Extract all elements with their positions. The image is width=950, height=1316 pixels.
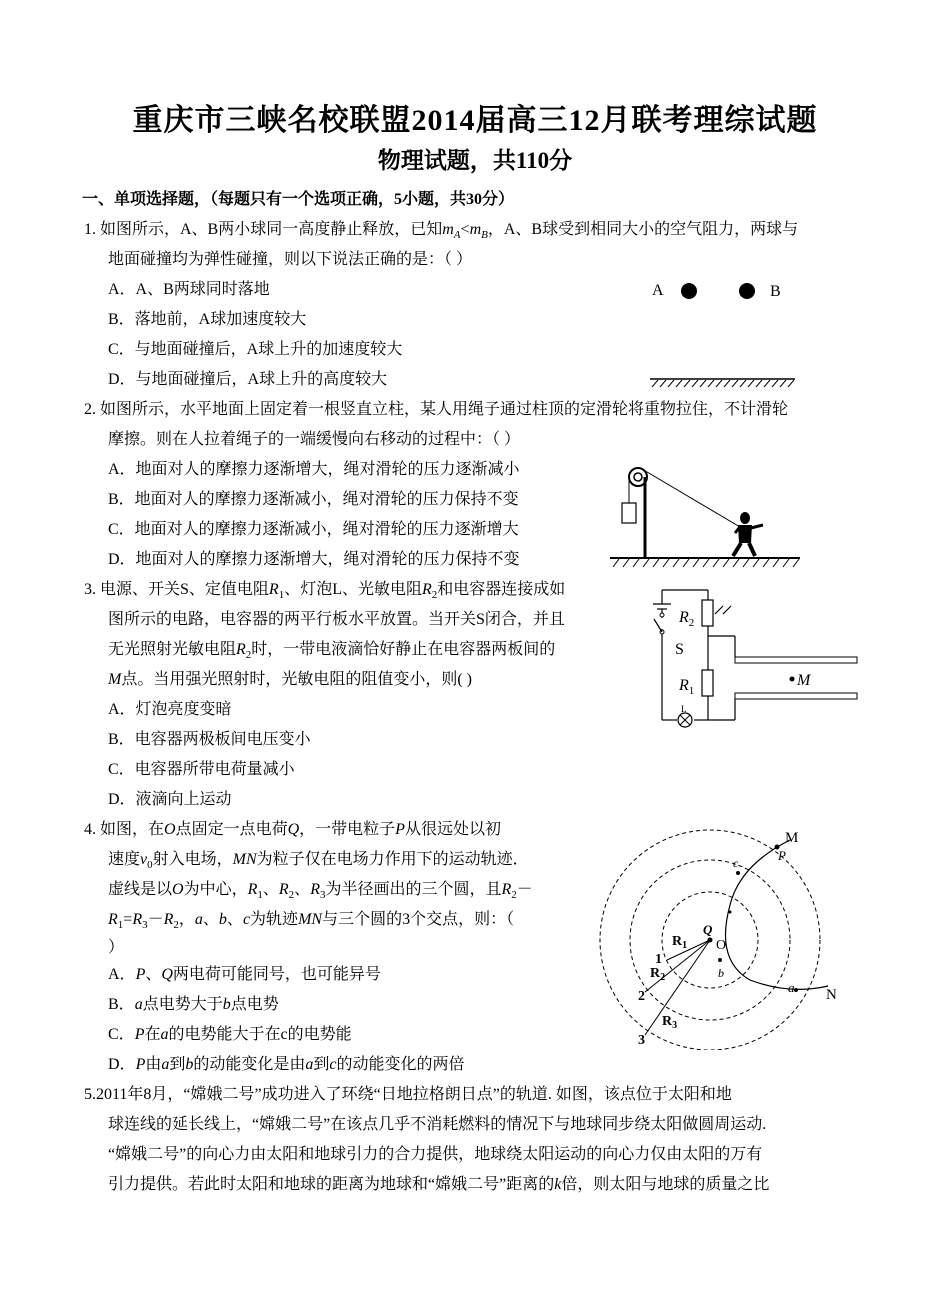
question-1-figure (640, 275, 810, 395)
question-4-line-4: $R_1=R_3-R_2$，a、b、c为轨迹MN与三个圆的3个交点，则：（ (108, 911, 515, 932)
capacitor-plates (735, 657, 857, 699)
question-4-option-b: B．a点电势大于b点电势 (108, 996, 279, 1013)
lamp-label: L (681, 704, 687, 714)
question-4-option-c: C．P在a的电势能大于在c的电势能 (108, 1026, 352, 1043)
question-3-option-a: A．灯泡亮度变暗 (108, 701, 232, 718)
ball-a (681, 283, 697, 299)
question-3-option-c: C．电容器所带电荷量减小 (108, 761, 295, 778)
question-2-option-a: A．地面对人的摩擦力逐渐增大，绳对滑轮的压力逐渐减小 (108, 461, 520, 478)
weight-block (622, 503, 636, 523)
pulley-hub (634, 473, 642, 481)
question-4-figure (590, 820, 850, 1050)
question-2-figure (605, 455, 825, 585)
question-1-line-1: 1. 如图所示，A、B两小球同一高度静止释放，已知$m_A<m_B$，A、B球受到相同大小的空气阻力，两球与 (84, 221, 799, 242)
ground-hatch (652, 380, 794, 387)
label-r2: $R_2$ (650, 966, 666, 983)
label-p: P (778, 848, 786, 863)
question-3-line-4: M点。当用强光照射时，光敏电阻的阻值变小，则( ) (108, 671, 472, 688)
question-5-line-2: 球连线的延长线上，“嫦娥二号”在该点几乎不消耗燃料的情况下与地球同步绕太阳做圆周运动. (108, 1116, 767, 1133)
question-5-line-1: 5.2011年8月，“嫦娥二号”成功进入了环绕“日地拉格朗日点”的轨道. 如图，该点位于太阳和地 (84, 1086, 732, 1103)
question-1-option-d: D．与地面碰撞后，A球上升的高度较大 (108, 371, 388, 388)
question-2-option-c: C．地面对人的摩擦力逐渐减小，绳对滑轮的压力逐渐增大 (108, 521, 519, 538)
question-1-option-b: B．落地前，A球加速度较大 (108, 311, 307, 328)
label-r3: $R_3$ (662, 1014, 678, 1031)
point-a (794, 988, 798, 992)
question-2-option-d: D．地面对人的摩擦力逐渐增大，绳对滑轮的压力保持不变 (108, 551, 520, 568)
question-2-option-b: B．地面对人的摩擦力逐渐减小，绳对滑轮的压力保持不变 (108, 491, 519, 508)
ground-hatch (613, 559, 799, 567)
question-2-line-1: 2. 如图所示，水平地面上固定着一根竖直立柱，某人用绳子通过柱顶的定滑轮将重物拉住，不计滑轮 (84, 401, 789, 418)
label-m: M (785, 830, 799, 846)
point-c (736, 871, 740, 875)
ball-b (739, 283, 755, 299)
label-n: N (826, 987, 837, 1003)
intersection-r1 (729, 911, 732, 914)
question-4-line-5: ） (108, 939, 125, 956)
question-4-option-a: A．P、Q两电荷可能同号，也可能异号 (108, 966, 381, 983)
person-figure (733, 512, 763, 556)
question-1-option-a: A．A、B两球同时落地 (108, 281, 270, 298)
ball-b-label: B (770, 283, 781, 300)
droplet-m (790, 677, 795, 682)
label-3: 3 (638, 1033, 645, 1048)
switch-lever (654, 619, 662, 632)
r2-label: $R_2$ (679, 609, 695, 629)
question-4-line-2: 速度$v_0$射入电场，MN为粒子仅在电场力作用下的运动轨迹． (108, 851, 529, 872)
question-1-line-2: 地面碰撞均为弹性碰撞，则以下说法正确的是：（ ） (108, 251, 473, 268)
switch-label: S (675, 641, 684, 658)
label-r1: $R_1$ (672, 934, 688, 951)
question-3-line-2: 图所示的电路，电容器的两平行板水平放置。当开关S闭合，并且 (108, 611, 565, 628)
question-2-line-2: 摩擦。则在人拉着绳子的一端缓慢向右移动的过程中：（ ） (108, 431, 521, 448)
point-m-label: M (797, 672, 811, 689)
question-3-option-b: B．电容器两极板间电压变小 (108, 731, 311, 748)
r1-label: $R_1$ (679, 677, 695, 697)
ball-a-label: A (652, 282, 664, 299)
question-5-line-3: “嫦娥二号”的向心力由太阳和地球引力的合力提供，地球绕太阳运动的向心力仅由太阳的万有 (108, 1146, 763, 1163)
question-5-line-4: 引力提供。若此时太阳和地球的距离为地球和“嫦娥二号”距离的k倍，则太阳与地球的质量之比 (108, 1176, 770, 1193)
question-4-line-3: 虚线是以O为中心，$R_1$、$R_2$、$R_3$为半径画出的三个圆，且$R_2-$ (108, 881, 533, 902)
label-2: 2 (638, 989, 645, 1004)
point-b (718, 958, 722, 962)
trajectory-mn (726, 840, 829, 989)
question-4-option-d: D．P由a到b的动能变化是由a到c的动能变化的两倍 (108, 1056, 465, 1073)
rope-slanted (642, 469, 740, 527)
page-subtitle: 物理试题，共110分 (377, 148, 573, 173)
label-q: Q (703, 922, 713, 937)
question-1-option-c: C．与地面碰撞后，A球上升的加速度较大 (108, 341, 403, 358)
page-title: 重庆市三峡名校联盟2014届高三12月联考理综试题 (132, 104, 818, 137)
question-4-line-1: 4. 如图，在O点固定一点电荷Q，一带电粒子P从很远处以初 (84, 821, 501, 838)
question-3-option-d: D．液滴向上运动 (108, 791, 232, 808)
label-1: 1 (655, 952, 662, 967)
question-3-line-3: 无光照射光敏电阻$R_2$时，一带电液滴恰好静止在电容器两板间的 (108, 641, 556, 662)
section-heading: 一、单项选择题，（每题只有一个选项正确，5小题，共30分） (82, 191, 515, 208)
question-3-circuit (645, 578, 870, 728)
label-c: c (733, 856, 739, 870)
label-a: a (788, 980, 795, 995)
label-o: O (716, 938, 727, 953)
question-3-line-1: 3. 电源、开关S、定值电阻$R_1$、灯泡L、光敏电阻$R_2$和电容器连接成如 (84, 581, 566, 602)
switch-contact-top (660, 613, 664, 617)
label-b: b (718, 966, 724, 980)
